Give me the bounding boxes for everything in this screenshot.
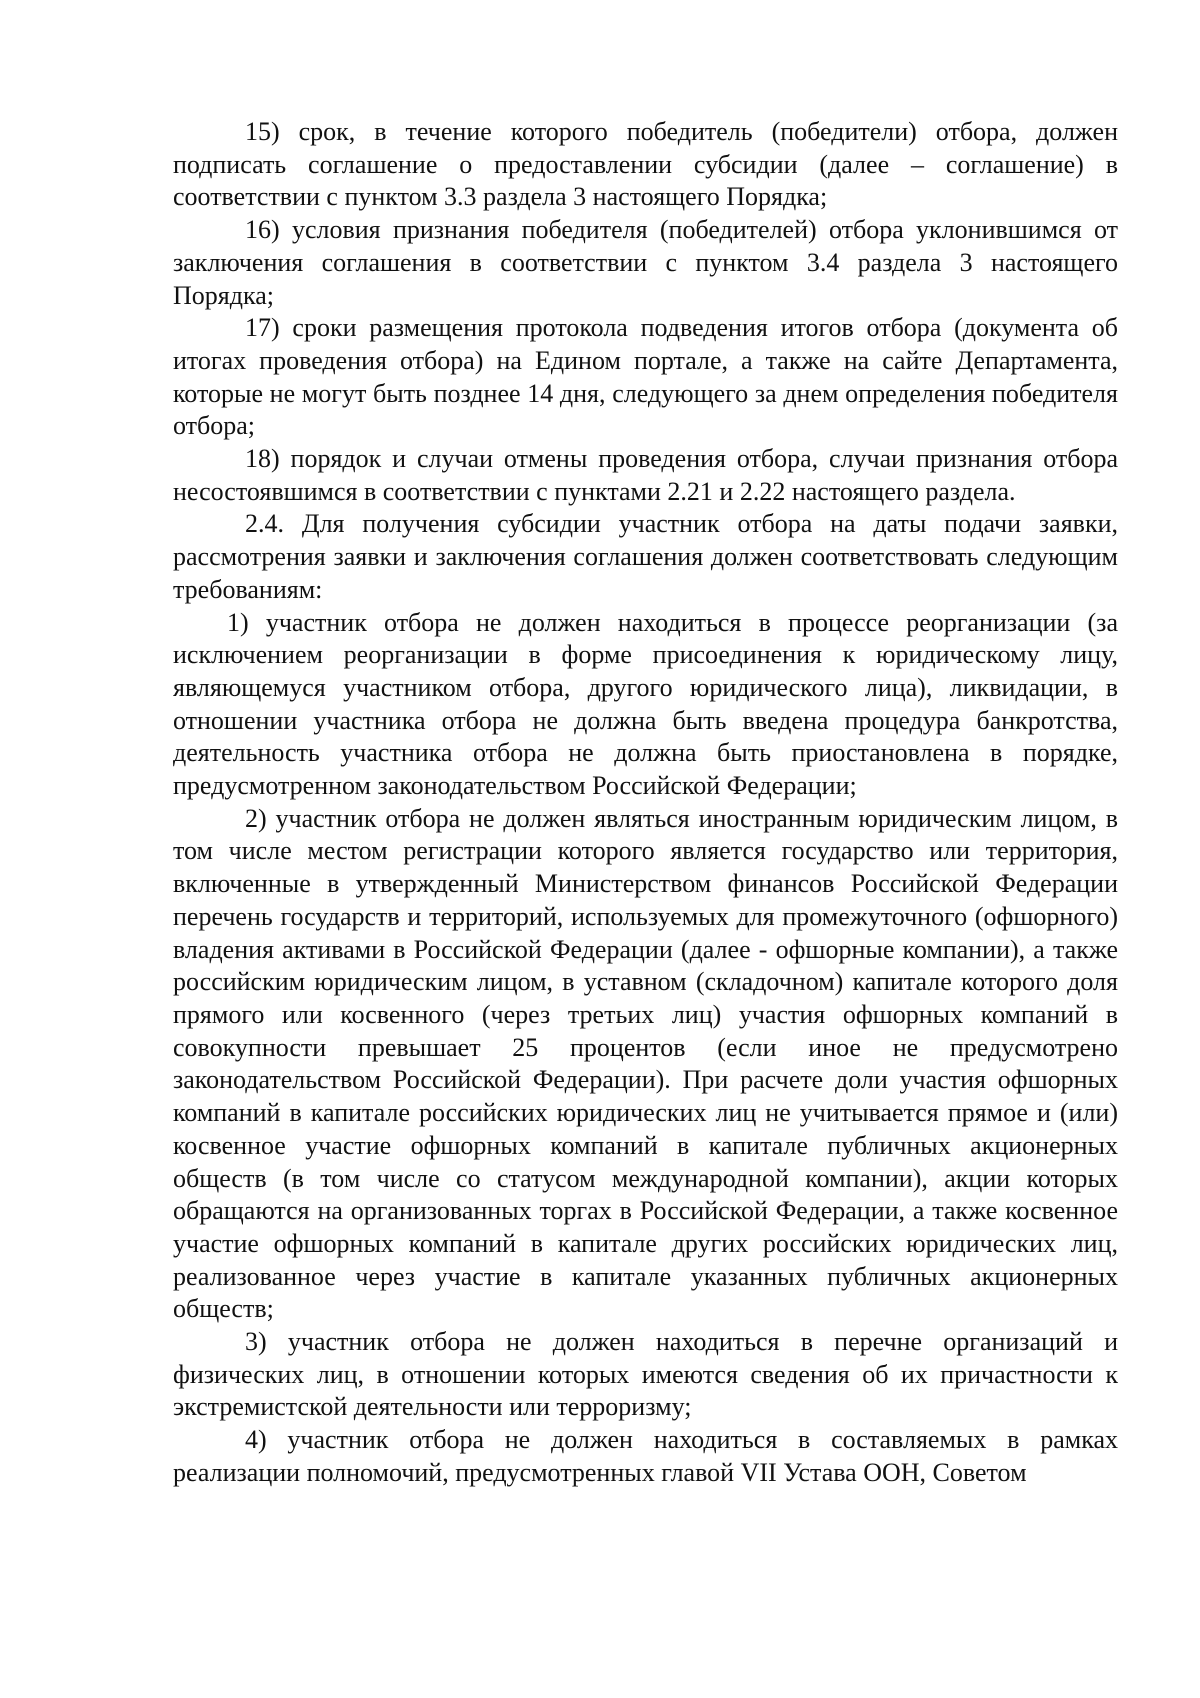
paragraph-requirement-3: 3) участник отбора не должен находиться в перечне организаций и физических лиц, в отношении которых имеются сведения об их причастности к экстремистской деятельности или терроризму; [173, 1327, 1118, 1422]
paragraph-item-15: 15) срок, в течение которого победитель (победители) отбора, должен подписать соглашение о предоставлении субсидии (далее – соглашение) в соответствии с пунктом 3.3 раздела 3 настоящего Порядка; [173, 117, 1118, 212]
paragraph-item-16: 16) условия признания победителя (победителей) отбора уклонившимся от заключения соглашения в соответствии с пунктом 3.4 раздела 3 настоящего Порядка; [173, 215, 1118, 310]
paragraph-requirement-2: 2) участник отбора не должен являться иностранным юридическим лицом, в том числе местом регистрации которого является государство или территория, включенные в утвержденный Министерством финансов Российской Федерации перечень государств и территорий, используемых для промежуточного (офшорного) владения активами в Российской Федерации (далее - офшорные компании), а также российским юридическим лицом, в уставном (складочном) капитале которого доля прямого или косвенного (через третьих лиц) участия офшорных компаний в совокупности превышает 25 процентов (если иное не предусмотрено законодательством Российской Федерации). При расчете доли участия офшорных компаний в капитале российских юридических лиц не учитывается прямое и (или) косвенное участие офшорных компаний в капитале публичных акционерных обществ (в том числе со статусом международной компании), акции которых обращаются на организованных торгах в Российской Федерации, а также косвенное участие офшорных компаний в капитале других российских юридических лиц, реализованное через участие в капитале указанных публичных акционерных обществ; [173, 803, 1118, 1324]
paragraph-requirement-4: 4) участник отбора не должен находиться в составляемых в рамках реализации полномочий, предусмотренных главой VII Устава ООН, Советом [173, 1425, 1118, 1487]
paragraph-item-17: 17) сроки размещения протокола подведения итогов отбора (документа об итогах проведения отбора) на Едином портале, а также на сайте Департамента, которые не могут быть позднее 14 дня, следующего за днем определения победителя отбора; [173, 313, 1118, 441]
paragraph-section-2-4: 2.4. Для получения субсидии участник отбора на даты подачи заявки, рассмотрения заявки и заключения соглашения должен соответствовать следующим требованиям: [173, 509, 1118, 604]
document-body [173, 116, 1118, 1490]
paragraph-item-18: 18) порядок и случаи отмены проведения отбора, случаи признания отбора несостоявшимся в соответствии с пунктами 2.21 и 2.22 настоящего раздела. [173, 444, 1118, 506]
paragraph-requirement-1: 1) участник отбора не должен находиться в процессе реорганизации (за исключением реорганизации в форме присоединения к юридическому лицу, являющемуся участником отбора, другого юридического лица), ликвидации, в отношении участника отбора не должна быть введена процедура банкротства, деятельность участника отбора не должна быть приостановлена в порядке, предусмотренном законодательством Российской Федерации; [173, 607, 1118, 801]
